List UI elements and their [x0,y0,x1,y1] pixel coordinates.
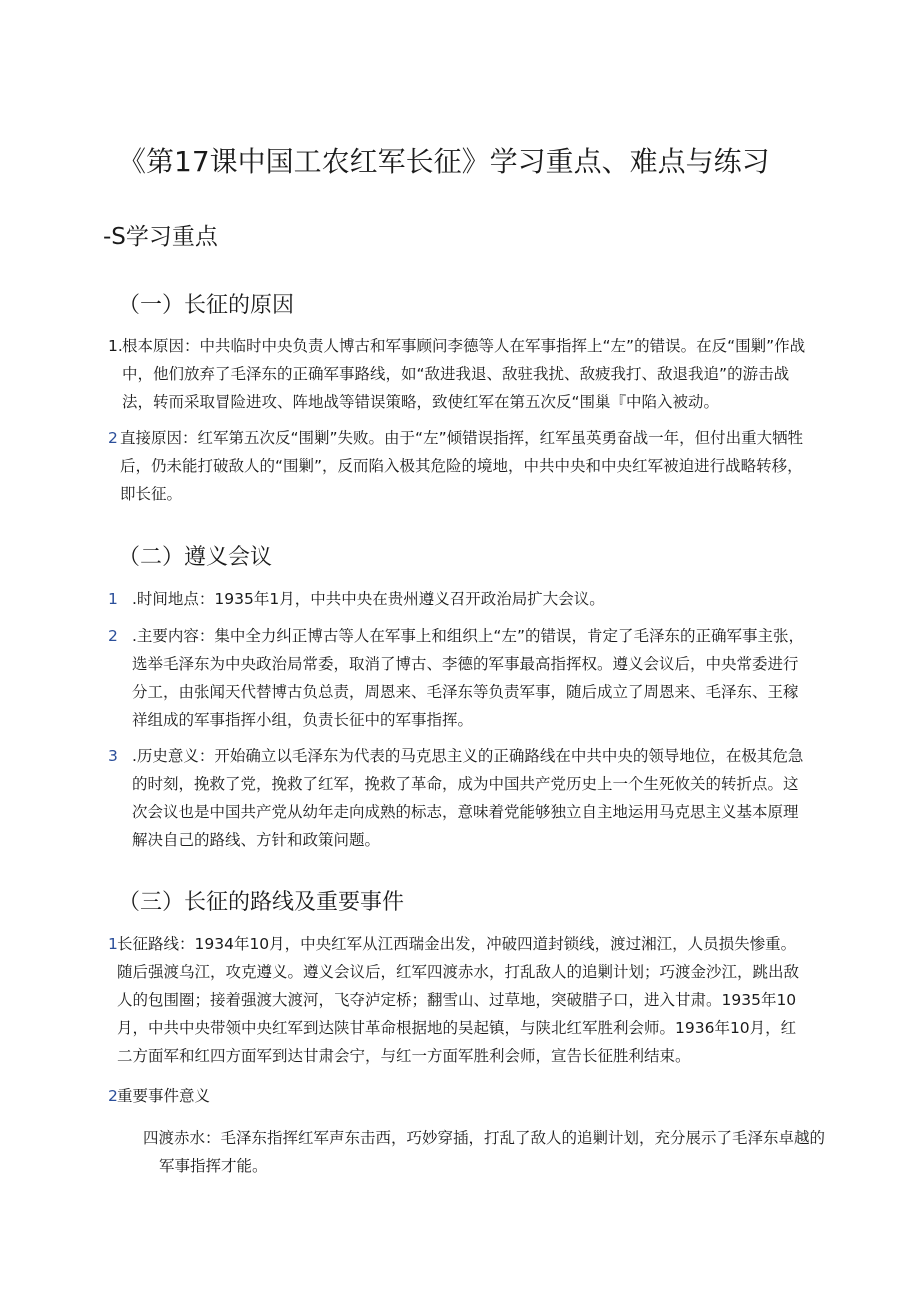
item-text: 根本原因：中共临时中央负责人博古和军事顾问李德等人在军事指挥上“左”的错误。在反“围剿”作战中，他们放弃了毛泽东的正确军事路线，如“敌进我退、敌驻我扰、敌疲我打、敌退我追”的游击战法，转而采取冒险进攻、阵地战等错误策略，致使红军在第五次反“围巢『中陷入被动。 [122,337,806,411]
item-text: .主要内容：集中全力纠正博古等人在军事上和组织上“左”的错误，肯定了毛泽东的正确军事主张，选举毛泽东为中央政治局常委，取消了博古、李德的军事最高指挥权。遵义会议后，中央常委进行分工，由张闻天代替博古负总责，周恩来、毛泽东等负责军事，随后成立了周恩来、毛泽东、王稼祥组成的军事指挥小组，负责长征中的军事指挥。 [132,627,804,729]
subheading-zunyi-meeting: （二）遵义会议 [118,545,273,570]
list-item [108,930,808,1070]
section-heading-key-points: -S学习重点 [103,224,218,250]
item-number: 1 [108,935,118,953]
item-number: 1 [108,590,118,608]
item-text: 直接原因：红军第五次反“围剿”失败。由于“左”倾错误指挥，红军虽英勇奋战一年，但付出重大牺牲后，仍未能打破敌人的“围剿”，反而陷入极其危险的境地，中共中央和中央红军被迫进行战略转移，即长征。 [120,429,804,503]
subheading-route-events: （三）长征的路线及重要事件 [118,890,405,915]
item-number: 2 [108,627,118,645]
list-item [108,742,808,854]
item-number: 2 [108,1087,118,1105]
subheading-reasons: （一）长征的原因 [118,293,295,318]
page-title: 《第17课中国工农红军长征》学习重点、难点与练习 [118,145,770,178]
list-item [108,1082,808,1110]
list-item [108,424,808,508]
item-text: 长征路线：1934年10月，中央红军从江西瑞金出发，冲破四道封锁线，渡过湘江，人员损失惨重。随后强渡乌江，攻克遵义。遵义会议后，红军四渡赤水，打乱敌人的追剿计划；巧渡金沙江，跳出敌人的包围圈；接着强渡大渡河，飞夺泸定桥；翻雪山、过草地，突破腊子口，进入甘肃。1935年10月，中共中央带领中央红军到达陕甘革命根据地的吴起镇，与陕北红军胜利会师。1936年10月，红二方面军和红四方面军到达甘肃会宁，与红一方面军胜利会师，宣告长征胜利结束。 [117,935,800,1065]
event-paragraph: 四渡赤水：毛泽东指挥红军声东击西，巧妙穿插，打乱了敌人的追剿计划，充分展示了毛泽东卓越的军事指挥才能。 [143,1129,826,1175]
item-text: .时间地点：1935年1月，中共中央在贵州遵义召开政治局扩大会议。 [132,590,605,608]
list-item [108,585,808,613]
list-item [108,622,808,734]
item-number: 1. [108,337,123,355]
item-text: 重要事件意义 [117,1087,211,1105]
item-number: 3 [108,747,118,765]
item-text: .历史意义：开始确立以毛泽东为代表的马克思主义的正确路线在中共中央的领导地位，在极其危急的时刻，挽救了党，挽救了红军，挽救了革命，成为中国共产党历史上一个生死攸关的转折点。这次会议也是中国共产党从幼年走向成熟的标志，意味着党能够独立自主地运用马克思主义基本原理解决自己的路线、方针和政策问题。 [132,747,804,849]
item-number: 2 [108,429,118,447]
list-item [108,332,808,416]
